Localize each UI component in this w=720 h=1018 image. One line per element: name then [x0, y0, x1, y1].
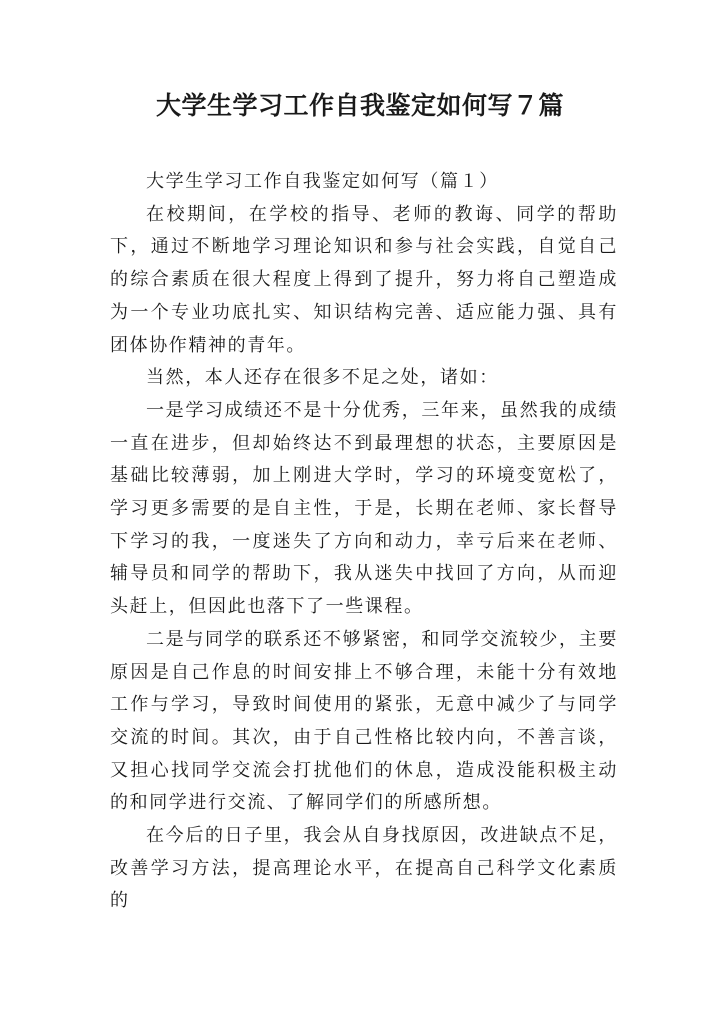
section-heading: 大学生学习工作自我鉴定如何写（篇１）	[146, 171, 499, 192]
document-body	[110, 166, 618, 918]
paragraph-3: 一是学习成绩还不是十分优秀，三年来，虽然我的成绩一直在进步，但却始终达不到最理想的状态，主要原因是基础比较薄弱，加上刚进大学时，学习的环境变宽松了，学习更多需要的是自主性，于是，长期在老师、家长督导下学习的我，一度迷失了方向和动力，幸亏后来在老师、辅导员和同学的帮助下，我从迷失中找回了方向，从而迎头赶上，但因此也落下了一些课程。	[110, 399, 618, 618]
paragraph-5: 在今后的日子里，我会从自身找原因，改进缺点不足，改善学习方法，提高理论水平，在提高自己科学文化素质的	[110, 825, 618, 912]
paragraph-4: 二是与同学的联系还不够紧密，和同学交流较少，主要原因是自己作息的时间安排上不够合理，未能十分有效地工作与学习，导致时间使用的紧张，无意中减少了与同学交流的时间。其次，由于自己性格比较内向，不善言谈，又担心找同学交流会打扰他们的休息，造成没能积极主动的和同学进行交流、了解同学们的所感所想。	[110, 628, 618, 814]
paragraph-2: 当然，本人还存在很多不足之处，诸如：	[146, 367, 499, 389]
paragraph-1: 在校期间，在学校的指导、老师的教诲、同学的帮助下，通过不断地学习理论知识和参与社会实践，自觉自己的综合素质在很大程度上得到了提升，努力将自己塑造成为一个专业功底扎实、知识结构完善、适应能力强、具有团体协作精神的青年。	[110, 203, 618, 356]
page-title: 大学生学习工作自我鉴定如何写７篇	[155, 91, 564, 120]
